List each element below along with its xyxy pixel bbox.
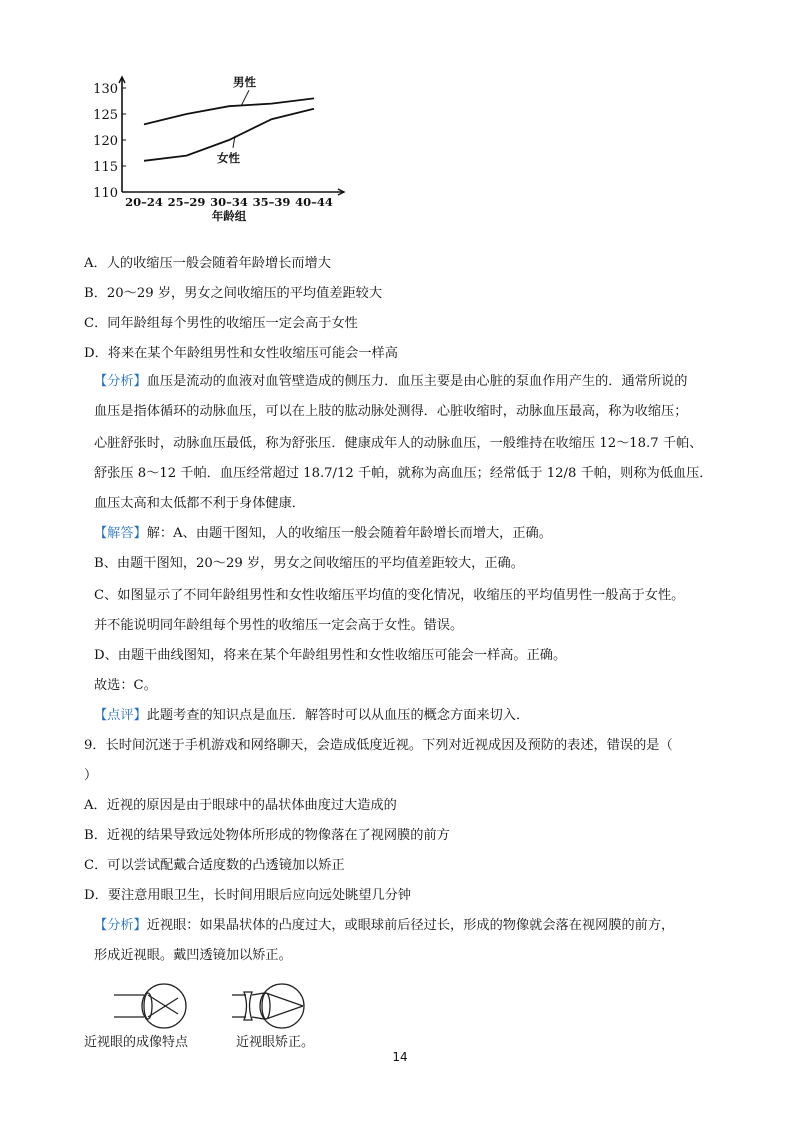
answer-line-2: B、由题干图知，20～29 岁，男女之间收缩压的平均值差距较大，正确。 — [94, 556, 524, 571]
myopia-eye-right — [232, 984, 304, 1028]
x-tick-label: 30–34 — [210, 195, 248, 209]
comment-tag: 【点评】 — [94, 708, 147, 723]
y-tick-label: 120 — [93, 134, 118, 149]
analysis9-tag: 【分析】 — [94, 918, 147, 933]
y-tick-label: 125 — [93, 108, 118, 123]
option-b: B．20～29 岁，男女之间收缩压的平均值差距较大 — [84, 286, 383, 301]
series-label: 男性 — [233, 75, 256, 90]
answer-line-1 — [94, 524, 552, 544]
line-chart-svg — [84, 74, 364, 234]
answer-line-3: C、如图显示了不同年龄组男性和女性收缩压平均值的变化情况，收缩压的平均值男性一般高于女性。 — [94, 588, 685, 603]
y-tick-label: 130 — [93, 82, 118, 97]
analysis-tag: 【分析】 — [94, 374, 147, 389]
question-9-stem-end: ） — [84, 768, 98, 783]
option-a: A．人的收缩压一般会随着年龄增长而增大 — [84, 256, 331, 271]
analysis-line-4: 舒张压 8～12 千帕．血压经常超过 18.7/12 千帕，就称为高血压；经常低于 12/8 千帕，则称为低血压． — [94, 466, 713, 481]
question-9-stem: 9．长时间沉迷于手机游戏和网络聊天，会造成低度近视。下列对近视成因及预防的表述，错误的是（ — [84, 738, 673, 753]
myopia-diagram-svg — [84, 972, 344, 1054]
q9-option-d: D．要注意用眼卫生，长时间用眼后应向远处眺望几分钟 — [84, 888, 412, 903]
q9-option-b: B．近视的结果导致远处物体所形成的物像落在了视网膜的前方 — [84, 828, 450, 843]
q9-option-a: A．近视的原因是由于眼球中的晶状体曲度过大造成的 — [84, 798, 397, 813]
myopia-diagram — [84, 972, 344, 1054]
series-line — [144, 98, 314, 124]
analysis-line-2: 血压是指体循环的动脉血压，可以在上肢的肱动脉处测得．心脏收缩时，动脉血压最高，称为收缩压； — [94, 404, 688, 419]
answer-line-6: 故选：C。 — [94, 678, 157, 693]
option-c: C．同年龄组每个男性的收缩压一定会高于女性 — [84, 316, 358, 331]
analysis9-line-1 — [94, 916, 674, 936]
answer-line-5: D、由题干曲线图知，将来在某个年龄组男性和女性收缩压可能会一样高。正确。 — [94, 648, 567, 663]
x-tick-label: 35–39 — [252, 195, 291, 209]
y-tick-label: 115 — [93, 160, 118, 175]
analysis-line-5: 血压太高和太低都不利于身体健康． — [94, 496, 305, 511]
diagram-caption-left: 近视眼的成像特点 — [84, 1035, 189, 1050]
page-number: 14 — [392, 1050, 408, 1064]
answer-line-4: 并不能说明同年龄组每个男性的收缩压一定会高于女性。错误。 — [94, 618, 464, 633]
analysis-text-1: 血压是流动的血液对血管壁造成的侧压力．血压主要是由心脏的泵血作用产生的．通常所说的 — [146, 374, 688, 389]
answer-tag: 【解答】 — [94, 526, 147, 541]
comment-text: 此题考查的知识点是血压．解答时可以从血压的概念方面来切入． — [146, 708, 530, 723]
analysis-line-1 — [94, 372, 687, 392]
q9-option-c: C．可以尝试配戴合适度数的凸透镜加以矫正 — [84, 858, 345, 873]
myopia-eye-left — [114, 984, 186, 1028]
comment-line — [94, 706, 529, 726]
y-tick-label: 110 — [93, 186, 118, 201]
analysis-line-3: 心脏舒张时，动脉血压最低，称为舒张压．健康成年人的动脉血压，一般维持在收缩压 12～18.7 千帕、 — [94, 436, 703, 451]
series-label: 女性 — [217, 150, 240, 165]
diagram-caption-right: 近视眼矫正。 — [236, 1035, 315, 1050]
x-tick-label: 25–29 — [167, 195, 206, 209]
blood-pressure-chart — [84, 74, 364, 234]
series-label-leader — [241, 90, 249, 106]
option-d: D．将来在某个年龄组男性和女性收缩压可能会一样高 — [84, 346, 398, 361]
analysis9-line-2: 形成近视眼。戴凹透镜加以矫正。 — [94, 948, 292, 963]
x-tick-label: 20–24 — [125, 195, 163, 209]
x-axis-title: 年龄组 — [211, 209, 247, 223]
analysis9-text-1: 近视眼：如果晶状体的凸度过大，或眼球前后径过长，形成的物像就会落在视网膜的前方， — [146, 918, 675, 933]
answer-text-1: 解：A、由题干图知，人的收缩压一般会随着年龄增长而增大，正确。 — [146, 526, 552, 541]
x-tick-label: 40–44 — [295, 195, 333, 209]
